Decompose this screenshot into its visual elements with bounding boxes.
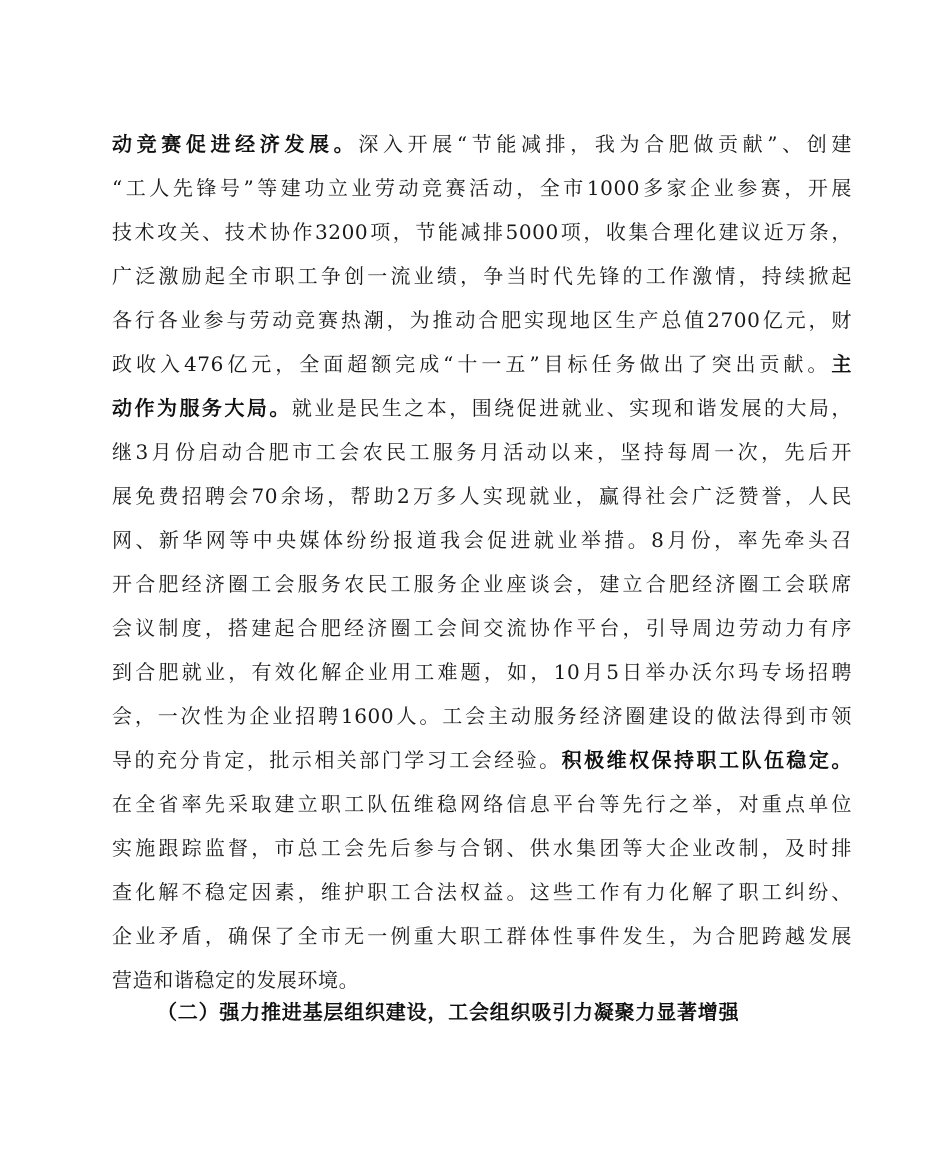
text-line	[112, 254, 852, 298]
text-line	[112, 298, 852, 342]
text-line	[112, 606, 852, 650]
line-text: “工人先锋号”等建功立业劳动竞赛活动，全市1000多家企业参赛，开展	[112, 176, 852, 200]
text-line	[112, 166, 852, 210]
line-text: 技术攻关、技术协作3200项，节能减排5000项，收集合理化建议近万条，	[112, 220, 852, 244]
line-text: 企业矛盾，确保了全市无一例重大职工群体性事件发生，为合肥跨越发展	[112, 924, 852, 948]
bold-phrase: 动竞赛促进经济发展。	[112, 132, 359, 156]
text-line	[112, 870, 852, 914]
line-text: 导的充分肯定，批示相关部门学习工会经验。	[112, 748, 562, 772]
line-text: 深入开展“节能减排，我为合肥做贡献”、创建	[358, 132, 852, 156]
section-heading: （二）强力推进基层组织建设，工会组织吸引力凝聚力显著增强	[157, 1000, 740, 1024]
bold-phrase: 主	[831, 352, 852, 376]
text-line	[112, 342, 852, 386]
line-text: 营造和谐稳定的发展环境。	[112, 968, 360, 992]
line-text: 到合肥就业，有效化解企业用工难题，如，10月5日举办沃尔玛专场招聘	[112, 660, 852, 684]
line-text: 查化解不稳定因素，维护职工合法权益。这些工作有力化解了职工纠纷、	[112, 880, 852, 904]
text-line	[112, 518, 852, 562]
body-paragraph	[112, 122, 852, 1002]
line-text: 广泛激励起全市职工争创一流业绩，争当时代先锋的工作激情，持续掀起	[112, 264, 852, 288]
text-line	[112, 122, 852, 166]
line-text: 在全省率先采取建立职工队伍维稳网络信息平台等先行之举，对重点单位	[112, 792, 852, 816]
text-line	[112, 650, 852, 694]
line-text: 政收入476亿元，全面超额完成“十一五”目标任务做出了突出贡献。	[112, 352, 832, 376]
line-text: 开合肥经济圈工会服务农民工服务企业座谈会，建立合肥经济圈工会联席	[112, 572, 852, 596]
line-text: 实施跟踪监督，市总工会先后参与合钢、供水集团等大企业改制，及时排	[112, 836, 852, 860]
text-line	[112, 430, 852, 474]
text-line	[112, 826, 852, 870]
text-line	[112, 694, 852, 738]
line-text: 网、新华网等中央媒体纷纷报道我会促进就业举措。8月份，率先牵头召	[112, 528, 852, 552]
text-line	[112, 474, 852, 518]
text-line	[112, 386, 852, 430]
text-line	[112, 782, 852, 826]
text-line	[112, 210, 852, 254]
text-line	[112, 562, 852, 606]
line-text: 会，一次性为企业招聘1600人。工会主动服务经济圈建设的做法得到市领	[112, 704, 852, 728]
line-text: 各行各业参与劳动竞赛热潮，为推动合肥实现地区生产总值2700亿元，财	[112, 308, 852, 332]
line-text: 会议制度，搭建起合肥经济圈工会间交流协作平台，引导周边劳动力有序	[112, 616, 852, 640]
line-text: 继3月份启动合肥市工会农民工服务月活动以来，坚持每周一次，先后开	[112, 440, 852, 464]
bold-phrase: 动作为服务大局。	[112, 396, 292, 420]
line-text: 就业是民生之本，围绕促进就业、实现和谐发展的大局，	[291, 396, 852, 420]
text-line	[112, 914, 852, 958]
text-line	[112, 738, 852, 782]
bold-phrase: 积极维权保持职工队伍稳定。	[561, 748, 852, 772]
line-text: 展免费招聘会70余场，帮助2万多人实现就业，赢得社会广泛赞誉，人民	[112, 484, 852, 508]
